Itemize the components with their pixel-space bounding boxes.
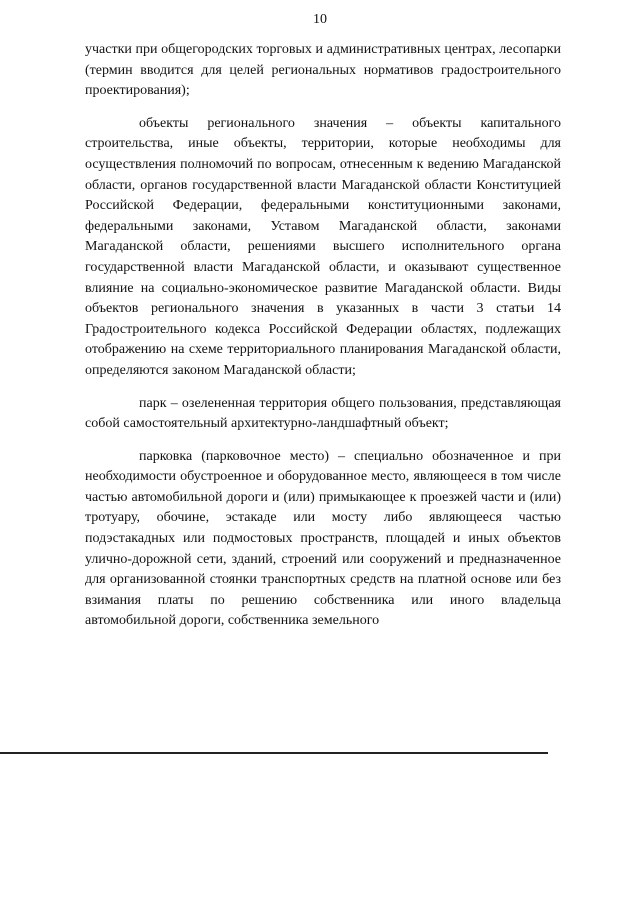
paragraph-regional-objects-definition: объекты регионального значения – объекты капитального строительства, иные объекты, территории, которые необходимы для осуществления полномочий по вопросам, отнесенным к ведению Магаданской области, органов государственной власти Магаданской области Конституцией Российской Федерации, федеральными конституционными законами, федеральными законами, Уставом Магаданской области, законами Магаданской области, решениями высшего исполнительного органа государственной власти Магаданской области, и оказывают существенное влияние на социально-экономическое развитие Магаданской области. Виды объектов регионального значения в указанных в части 3 статьи 14 Градостроительного кодекса Российской Федерации областях, подлежащих отображению на схеме территориального планирования Магаданской области, определяются законом Магаданской области; <box>85 115 561 378</box>
page-number: 10 <box>313 12 327 27</box>
document-body <box>85 40 561 632</box>
paragraph-parking-definition: парковка (парковочное место) – специально обозначенное и при необходимости обустроенное и оборудованное место, являющееся в том числе частью автомобильной дороги и (или) примыкающее к проезжей части и (или) тротуару, обочине, эстакаде или мосту либо являющееся частью подэстакадных или подмостовых пространств, площадей и иных объектов улично-дорожной сети, зданий, строений или сооружений и предназначенное для организованной стоянки транспортных средств на платной основе или без взимания платы по решению собственника или иного владельца автомобильной дороги, собственника земельного <box>85 448 561 629</box>
paragraph-parks-continuation: участки при общегородских торговых и административных центрах, лесопарки (термин вводится для целей региональных нормативов градостроительного проектирования); <box>85 42 561 99</box>
bottom-divider <box>0 752 548 754</box>
paragraph-park-definition: парк – озелененная территория общего пользования, представляющая собой самостоятельный архитектурно-ландшафтный объект; <box>85 395 561 432</box>
